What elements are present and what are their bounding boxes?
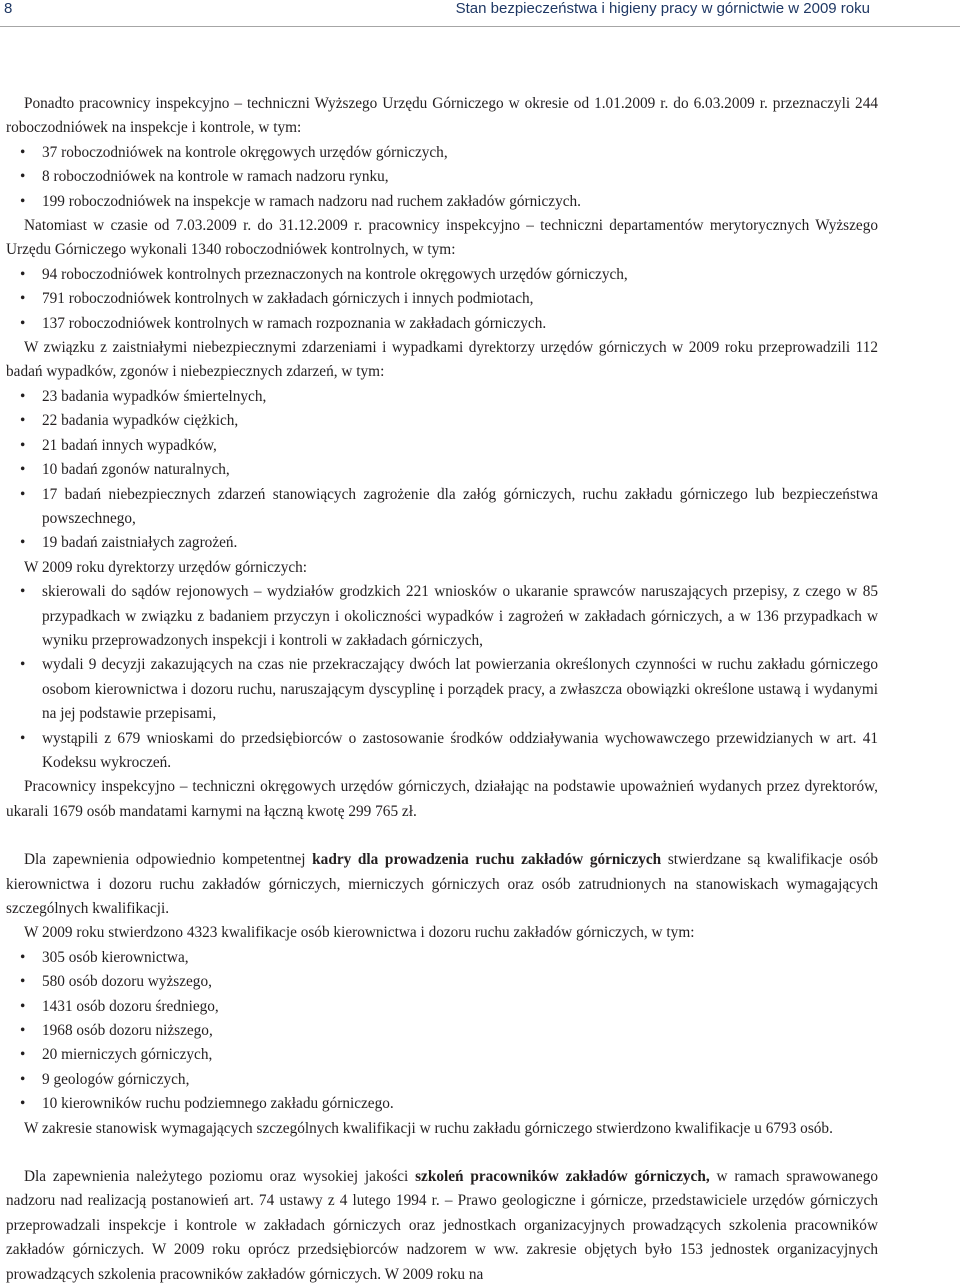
page-header [0, 0, 960, 27]
list-item: • 17 badań niebezpiecznych zdarzeń stanowiących zagrożenie dla załóg górniczych, ruchu zakładu górniczego lub bezpieczeństwa powszechnego, [42, 483, 878, 532]
list-item: • 1968 osób dozoru niższego, [42, 1019, 878, 1043]
list-item: • 137 roboczodniówek kontrolnych w ramach rozpoznania w zakładach górniczych. [42, 312, 878, 336]
list-item: • wydali 9 decyzji zakazujących na czas nie przekraczający dwóch lat powierzania określonych czynności w ruchu zakładu górniczego osobom kierownictwa i dozoru ruchu, naruszającym dyscyplinę i porządek pracy, a zwłaszcza obowiązki określone ustawą i wydanymi na jej podstawie przepisami, [42, 653, 878, 726]
bullet-list [6, 263, 878, 336]
running-title: Stan bezpieczeństwa i higieny pracy w górnictwie w 2009 roku [455, 0, 870, 17]
paragraph: Ponadto pracownicy inspekcyjno – techniczni Wyższego Urzędu Górniczego w okresie od 1.01.2009 r. do 6.03.2009 r. przeznaczyli 244 roboczodniówek na inspekcje i kontrole, w tym: [6, 95, 878, 137]
paragraph: W 2009 roku stwierdzono 4323 kwalifikacje osób kierownictwa i dozoru ruchu zakładów górniczych, w tym: [24, 924, 695, 942]
list-item: • 580 osób dozoru wyższego, [42, 970, 878, 994]
list-item: • 23 badania wypadków śmiertelnych, [42, 385, 878, 409]
paragraph: W zakresie stanowisk wymagających szczególnych kwalifikacji w ruchu zakładu górniczego stwierdzono kwalifikacje u 6793 osób. [24, 1119, 833, 1137]
bullet-list [6, 385, 878, 556]
list-item: • 791 roboczodniówek kontrolnych w zakładach górniczych i innych podmiotach, [42, 287, 878, 311]
paragraph [6, 1165, 878, 1287]
list-item: • 21 badań innych wypadków, [42, 434, 878, 458]
paragraph: Pracownicy inspekcyjno – techniczni okręgowych urzędów górniczych, działając na podstawie upoważnień wydanych przez dyrektorów, ukarali 1679 osób mandatami karnymi na łączną kwotę 299 765 zł. [6, 778, 878, 820]
list-item: • 8 roboczodniówek na kontrole w ramach nadzoru rynku, [42, 165, 878, 189]
list-item: • 1431 osób dozoru średniego, [42, 995, 878, 1019]
list-item: • 9 geologów górniczych, [42, 1068, 878, 1092]
page-number: 8 [4, 0, 13, 17]
paragraph: Natomiast w czasie od 7.03.2009 r. do 31.12.2009 r. pracownicy inspekcyjno – techniczni departamentów merytorycznych Wyższego Urzędu Górniczego wykonali 1340 roboczodniówek kontrolnych, w tym: [6, 217, 878, 259]
list-item: • 10 badań zgonów naturalnych, [42, 458, 878, 482]
paragraph: W związku z zaistniałymi niebezpiecznymi zdarzeniami i wypadkami dyrektorzy urzędów górniczych w 2009 roku przeprowadzili 112 badań wypadków, zgonów i niebezpiecznych zdarzeń, w tym: [6, 339, 878, 381]
text-run: w ramach sprawowanego nadzoru nad realizacją postanowień art. 74 ustawy z 4 lutego 1994 r. – Prawo geologiczne i górnicze, przedstawiciele urzędów górniczych przeprowadzali inspekcje i kontrole w zakładach górniczych oraz jednostkach organizacyjnych prowadzących szkolenia pracowników zakładów górniczych. W 2009 roku oprócz przedsiębiorców nadzorem w ww. zakresie objętych było 153 jednostek organizacyjnych prowadzących szkolenia pracowników zakładów górniczych. W 2009 roku na [6, 1168, 878, 1283]
list-item: • 305 osób kierownictwa, [42, 946, 878, 970]
bold-phrase: kadry dla prowadzenia ruchu zakładów górniczych [312, 851, 662, 869]
list-item: • wystąpili z 679 wnioskami do przedsiębiorców o zastosowanie środków oddziaływania wychowawczego przewidzianych w art. 41 Kodeksu wykroczeń. [42, 727, 878, 776]
section-gap [6, 1141, 878, 1165]
text-run: stwierdzane są kwalifikacje osób kierownictwa i dozoru ruchu zakładów górniczych, mierniczych górniczych oraz osób zatrudnionych na stanowiskach wymagających szczególnych kwalifikacji. [6, 851, 878, 917]
list-item: • 22 badania wypadków ciężkich, [42, 409, 878, 433]
document-body [6, 92, 878, 1287]
section-gap [6, 824, 878, 848]
text-run: Dla zapewnienia odpowiednio kompetentnej [24, 851, 313, 869]
text-run: Dla zapewnienia należytego poziomu oraz wysokiej jakości [24, 1168, 416, 1186]
bullet-list [6, 141, 878, 214]
bullet-list [6, 946, 878, 1117]
bold-phrase: szkoleń pracowników zakładów górniczych, [415, 1168, 710, 1186]
list-item: • 37 roboczodniówek na kontrole okręgowych urzędów górniczych, [42, 141, 878, 165]
list-item: • 199 roboczodniówek na inspekcje w ramach nadzoru nad ruchem zakładów górniczych. [42, 190, 878, 214]
paragraph: W 2009 roku dyrektorzy urzędów górniczych: [24, 558, 308, 576]
paragraph [6, 848, 878, 921]
list-item: • skierowali do sądów rejonowych – wydziałów grodzkich 221 wniosków o ukaranie sprawców naruszających przepisy, z czego w 85 przypadkach w związku z badaniem przyczyn i okoliczności wypadków i zagrożeń w zakładach górniczych, a w 136 przypadkach w wyniku przeprowadzonych inspekcji i kontroli w zakładach górniczych, [42, 580, 878, 653]
list-item: • 94 roboczodniówek kontrolnych przeznaczonych na kontrole okręgowych urzędów górniczych, [42, 263, 878, 287]
list-item: • 19 badań zaistniałych zagrożeń. [42, 531, 878, 555]
bullet-list [6, 580, 878, 775]
list-item: • 10 kierowników ruchu podziemnego zakładu górniczego. [42, 1092, 878, 1116]
list-item: • 20 mierniczych górniczych, [42, 1043, 878, 1067]
